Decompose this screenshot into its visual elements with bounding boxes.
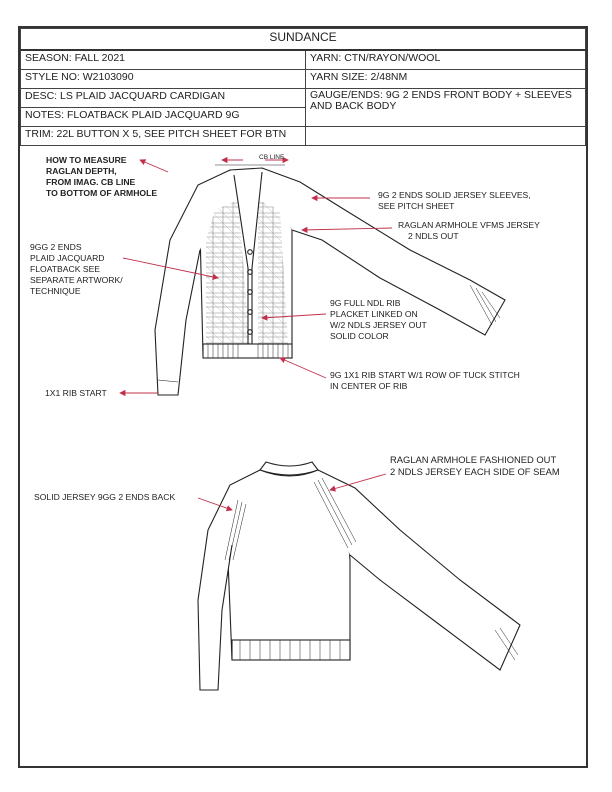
callout-placket: 9G FULL NDL RIB PLACKET LINKED ON W/2 NDLS JERSEY OUT SOLID COLOR (330, 298, 427, 341)
yarn-cell: YARN: CTN/RAYON/WOOL (306, 50, 586, 70)
notes-cell: NOTES: FLOATBACK PLAID JACQUARD 9G (21, 108, 306, 127)
arrow-tuck (280, 358, 326, 378)
callout-how-to-measure: HOW TO MEASURE RAGLAN DEPTH, FROM IMAG. CB LINE TO BOTTOM OF ARMHOLE (46, 155, 158, 198)
callout-plaid: 9GG 2 ENDS PLAID JACQUARD FLOATBACK SEE SEPARATE ARTWORK/ TECHNIQUE (30, 242, 123, 296)
back-sweater-sketch (198, 462, 520, 690)
callout-solid-back: SOLID JERSEY 9GG 2 ENDS BACK (34, 492, 176, 502)
callout-cb-line: CB LINE (259, 154, 285, 161)
callout-tuck: 9G 1X1 RIB START W/1 ROW OF TUCK STITCH IN CENTER OF RIB (330, 370, 520, 391)
style-no-cell: STYLE NO: W2103090 (21, 70, 306, 89)
gauge-cell: GAUGE/ENDS: 9G 2 ENDS FRONT BODY + SLEEVES AND BACK BODY (306, 89, 586, 127)
yarn-size-cell: YARN SIZE: 2/48NM (306, 70, 586, 89)
brand-title: SUNDANCE (21, 29, 586, 51)
trim-cell: TRIM: 22L BUTTON X 5, SEE PITCH SHEET FOR BTN (21, 127, 306, 146)
callout-raglan-vfms: RAGLAN ARMHOLE VFMS JERSEY 2 NDLS OUT (398, 220, 540, 241)
desc-cell: DESC: LS PLAID JACQUARD CARDIGAN (21, 89, 306, 108)
callout-raglan-fashioned: RAGLAN ARMHOLE FASHIONED OUT 2 NDLS JERSEY EACH SIDE OF SEAM (390, 454, 560, 477)
callout-rib-start: 1X1 RIB START (45, 388, 107, 398)
callout-sleeves: 9G 2 ENDS SOLID JERSEY SLEEVES, SEE PITCH SHEET (378, 190, 531, 211)
season-cell: SEASON: FALL 2021 (21, 50, 306, 70)
